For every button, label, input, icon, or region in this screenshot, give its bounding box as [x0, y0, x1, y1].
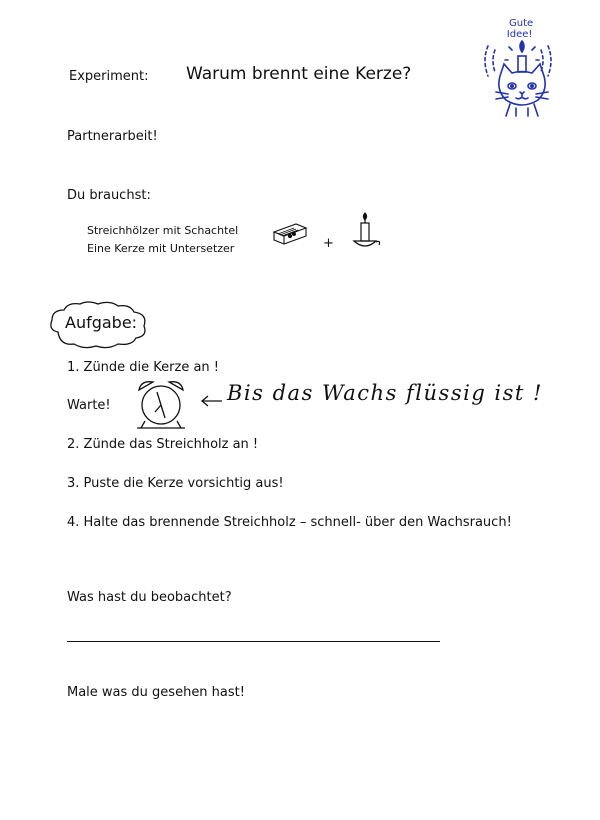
experiment-label: Experiment: — [69, 69, 149, 84]
step-3: 3. Puste die Kerze vorsichtig aus! — [67, 476, 284, 491]
question-draw: Male was du gesehen hast! — [67, 685, 245, 700]
arrow-left-icon — [200, 395, 224, 407]
step-4: 4. Halte das brennende Streichholz – schnell- über den Wachsrauch! — [67, 515, 512, 530]
candle-icon — [350, 212, 380, 252]
partnerarbeit-text: Partnerarbeit! — [67, 129, 158, 144]
handwritten-note: Bis das Wachs flüssig ist ! — [227, 381, 543, 405]
page-title: Warum brennt eine Kerze? — [186, 64, 412, 84]
step-2: 2. Zünde das Streichholz an ! — [67, 437, 259, 452]
material-item: Eine Kerze mit Untersetzer — [87, 242, 235, 255]
matchbox-icon — [272, 222, 308, 250]
warte-label: Warte! — [67, 398, 111, 413]
answer-line[interactable] — [67, 641, 440, 642]
aufgabe-heading: Aufgabe: — [65, 313, 138, 332]
alarm-clock-icon — [133, 378, 189, 430]
du-brauchst-label: Du brauchst: — [67, 188, 151, 203]
stamp-text: Gute Idee! — [506, 18, 534, 40]
plus-sign: + — [323, 236, 334, 251]
step-1: 1. Zünde die Kerze an ! — [67, 360, 220, 375]
stamp-logo — [478, 16, 558, 126]
question-observed: Was hast du beobachtet? — [67, 590, 232, 605]
material-item: Streichhölzer mit Schachtel — [87, 224, 239, 237]
